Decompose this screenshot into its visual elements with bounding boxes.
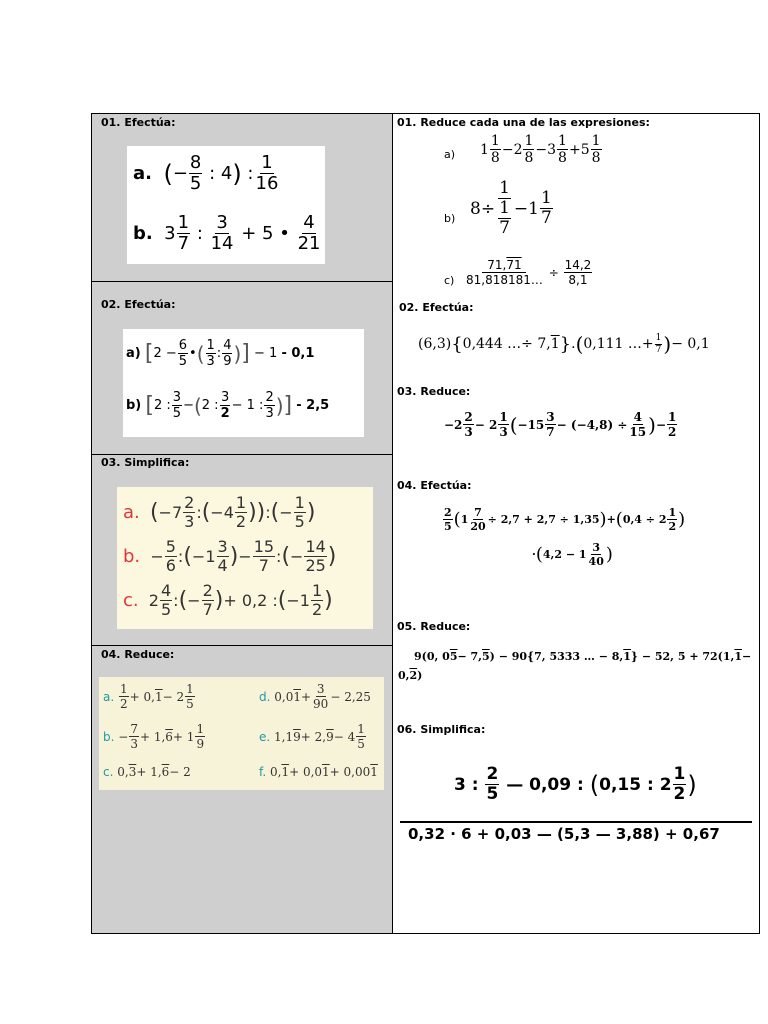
item-c-label: c. (123, 590, 139, 611)
left-exercise-1-panel: a. ( − $\frac{8}{5}$ : 4 ) : $\frac{1}{16}$ b. 3 $\frac{1}{7}$ : $\frac{3}{14}$ + 5 • $\frac{4}{21}$ (127, 146, 325, 264)
left-exercise-4-panel: a. $\frac{1}{2}$ + 0, 1 − 2 $\frac{1}{5}$ b. − $\frac{7}{3}$ + 1, 6 + 1 $\frac{1}{9}$ c. 0, 3 + 1, 6 − 2 d. 0,0 1 + $\frac{3}{90}$ − 2,25 e. 1,1 9 + 2, 9 − 4 $\frac{1}{5}$ f. 0, 1 + 0,0 1 + 0,00 1 (99, 677, 384, 790)
left-exercise-2-panel: a) [ 2 − $\frac{6}{5}$ • ( $\frac{1}{3}$ : $\frac{4}{9}$ ) ] − 1 - 0,1 b) [ 2 : $\frac{3}{5}$ − ( 2 : $\frac{3}{2}$ − 1 : $\frac{2}{3}$ ) ] - 2,5 (123, 329, 364, 437)
item-d-label: d. (259, 689, 271, 704)
row-divider (92, 645, 393, 646)
item-c-label: c) (444, 274, 455, 287)
left-exercise-1-label: 01. Efectúa: (101, 116, 176, 129)
item-a-label: a) (126, 346, 141, 361)
right-1c-expression: $\frac{71,71}{81,818181\dots}$ ÷ $\frac{14,2}{8,1}$ (466, 258, 592, 287)
item-f-label: f. (259, 765, 267, 779)
right-exercise-2-label: 02. Efectúa: (399, 301, 474, 314)
left-exercise-2-label: 02. Efectúa: (101, 298, 176, 311)
worksheet-table (91, 113, 760, 934)
right-exercise-5-label: 05. Reduce: (397, 620, 471, 633)
row-divider (92, 454, 393, 455)
fraction-bar (400, 821, 752, 823)
item-b-label: b) (126, 398, 142, 413)
right-1b-expression: 8÷ $\frac{1}{\frac{1}{7}}$ −1 $\frac{1}{7}$ (470, 178, 552, 238)
right-5-expression-line2: 0, 2 ) (398, 669, 423, 682)
row-divider (92, 281, 393, 282)
item-c-label: c. (103, 765, 114, 779)
left-exercise-3-label: 03. Simplifica: (101, 456, 190, 469)
right-2-expression: (6,3) { 0,444 …÷ 7, 1 } . ( 0,111 …+ $\frac{1}{7}$ ) − 0,1 (418, 332, 710, 356)
right-5-expression-line1: 9(0, 0 5 − 7, 5 ) − 90{7, 5333 … − 8, 1 } − 52, 5 + 72(1, 1 − (414, 650, 752, 663)
right-6-numerator: 3 : $\frac{2}{5}$ — 0,09 : ( 0,15 : 2 $\frac{1}{2}$ ) (454, 764, 697, 804)
right-exercise-4-label: 04. Efectúa: (397, 479, 472, 492)
item-a-label: a. (133, 163, 152, 184)
right-3-expression: −2 $\frac{2}{3}$ − 2 $\frac{1}{3}$ ( −15 $\frac{3}{7}$ − (−4,8) ÷ $\frac{4}{15}$ ) − $\frac{1}{2}$ (444, 410, 677, 439)
right-exercise-3-label: 03. Reduce: (397, 385, 471, 398)
item-b-label: b. (103, 729, 115, 744)
right-6-denominator: 0,32 · 6 + 0,03 — (5,3 — 3,88) + 0,67 (408, 825, 720, 843)
item-b-label: b. (133, 223, 153, 244)
right-1a-expression: 1 $\frac{1}{8}$ −2 $\frac{1}{8}$ −3 $\frac{1}{8}$ +5 $\frac{1}{8}$ (480, 133, 601, 166)
left-exercise-3-panel: a. ( −7 $\frac{2}{3}$ : ( −4 $\frac{1}{2}$ ) ) : ( − $\frac{1}{5}$ ) b. − $\frac{5}{6}$ : ( −1 $\frac{3}{4}$ ) − $\frac{15}{7}$ : ( − $\frac{14}{25}$ ) c. 2 $\frac{4}{5}$ : ( − $\frac{2}{7}$ ) + 0,2 : ( −1 $\frac{1}{2}$ ) (117, 487, 373, 629)
right-exercise-6-label: 06. Simplifica: (397, 723, 486, 736)
item-a-label: a) (444, 148, 456, 161)
item-b-label: b. (123, 546, 141, 567)
item-e-label: e. (259, 729, 271, 744)
left-exercise-4-label: 04. Reduce: (101, 648, 175, 661)
right-exercise-1-label: 01. Reduce cada una de las expresiones: (397, 116, 650, 129)
item-a-tail: - 0,1 (281, 346, 315, 361)
item-a-label: a. (103, 689, 115, 704)
item-b-tail: - 2,5 (296, 398, 330, 413)
right-4-expression-line2: · ( 4,2 − 1 $\frac{3}{40}$ ) (532, 541, 613, 568)
right-4-expression-line1: $\frac{2}{5}$ ( 1 $\frac{7}{20}$ ÷ 2,7 + 2,7 ÷ 1,35 ) + ( 0,4 ÷ 2 $\frac{1}{2}$ ) (444, 506, 686, 533)
item-a-label: a. (123, 502, 140, 523)
item-b-label: b) (444, 212, 456, 225)
